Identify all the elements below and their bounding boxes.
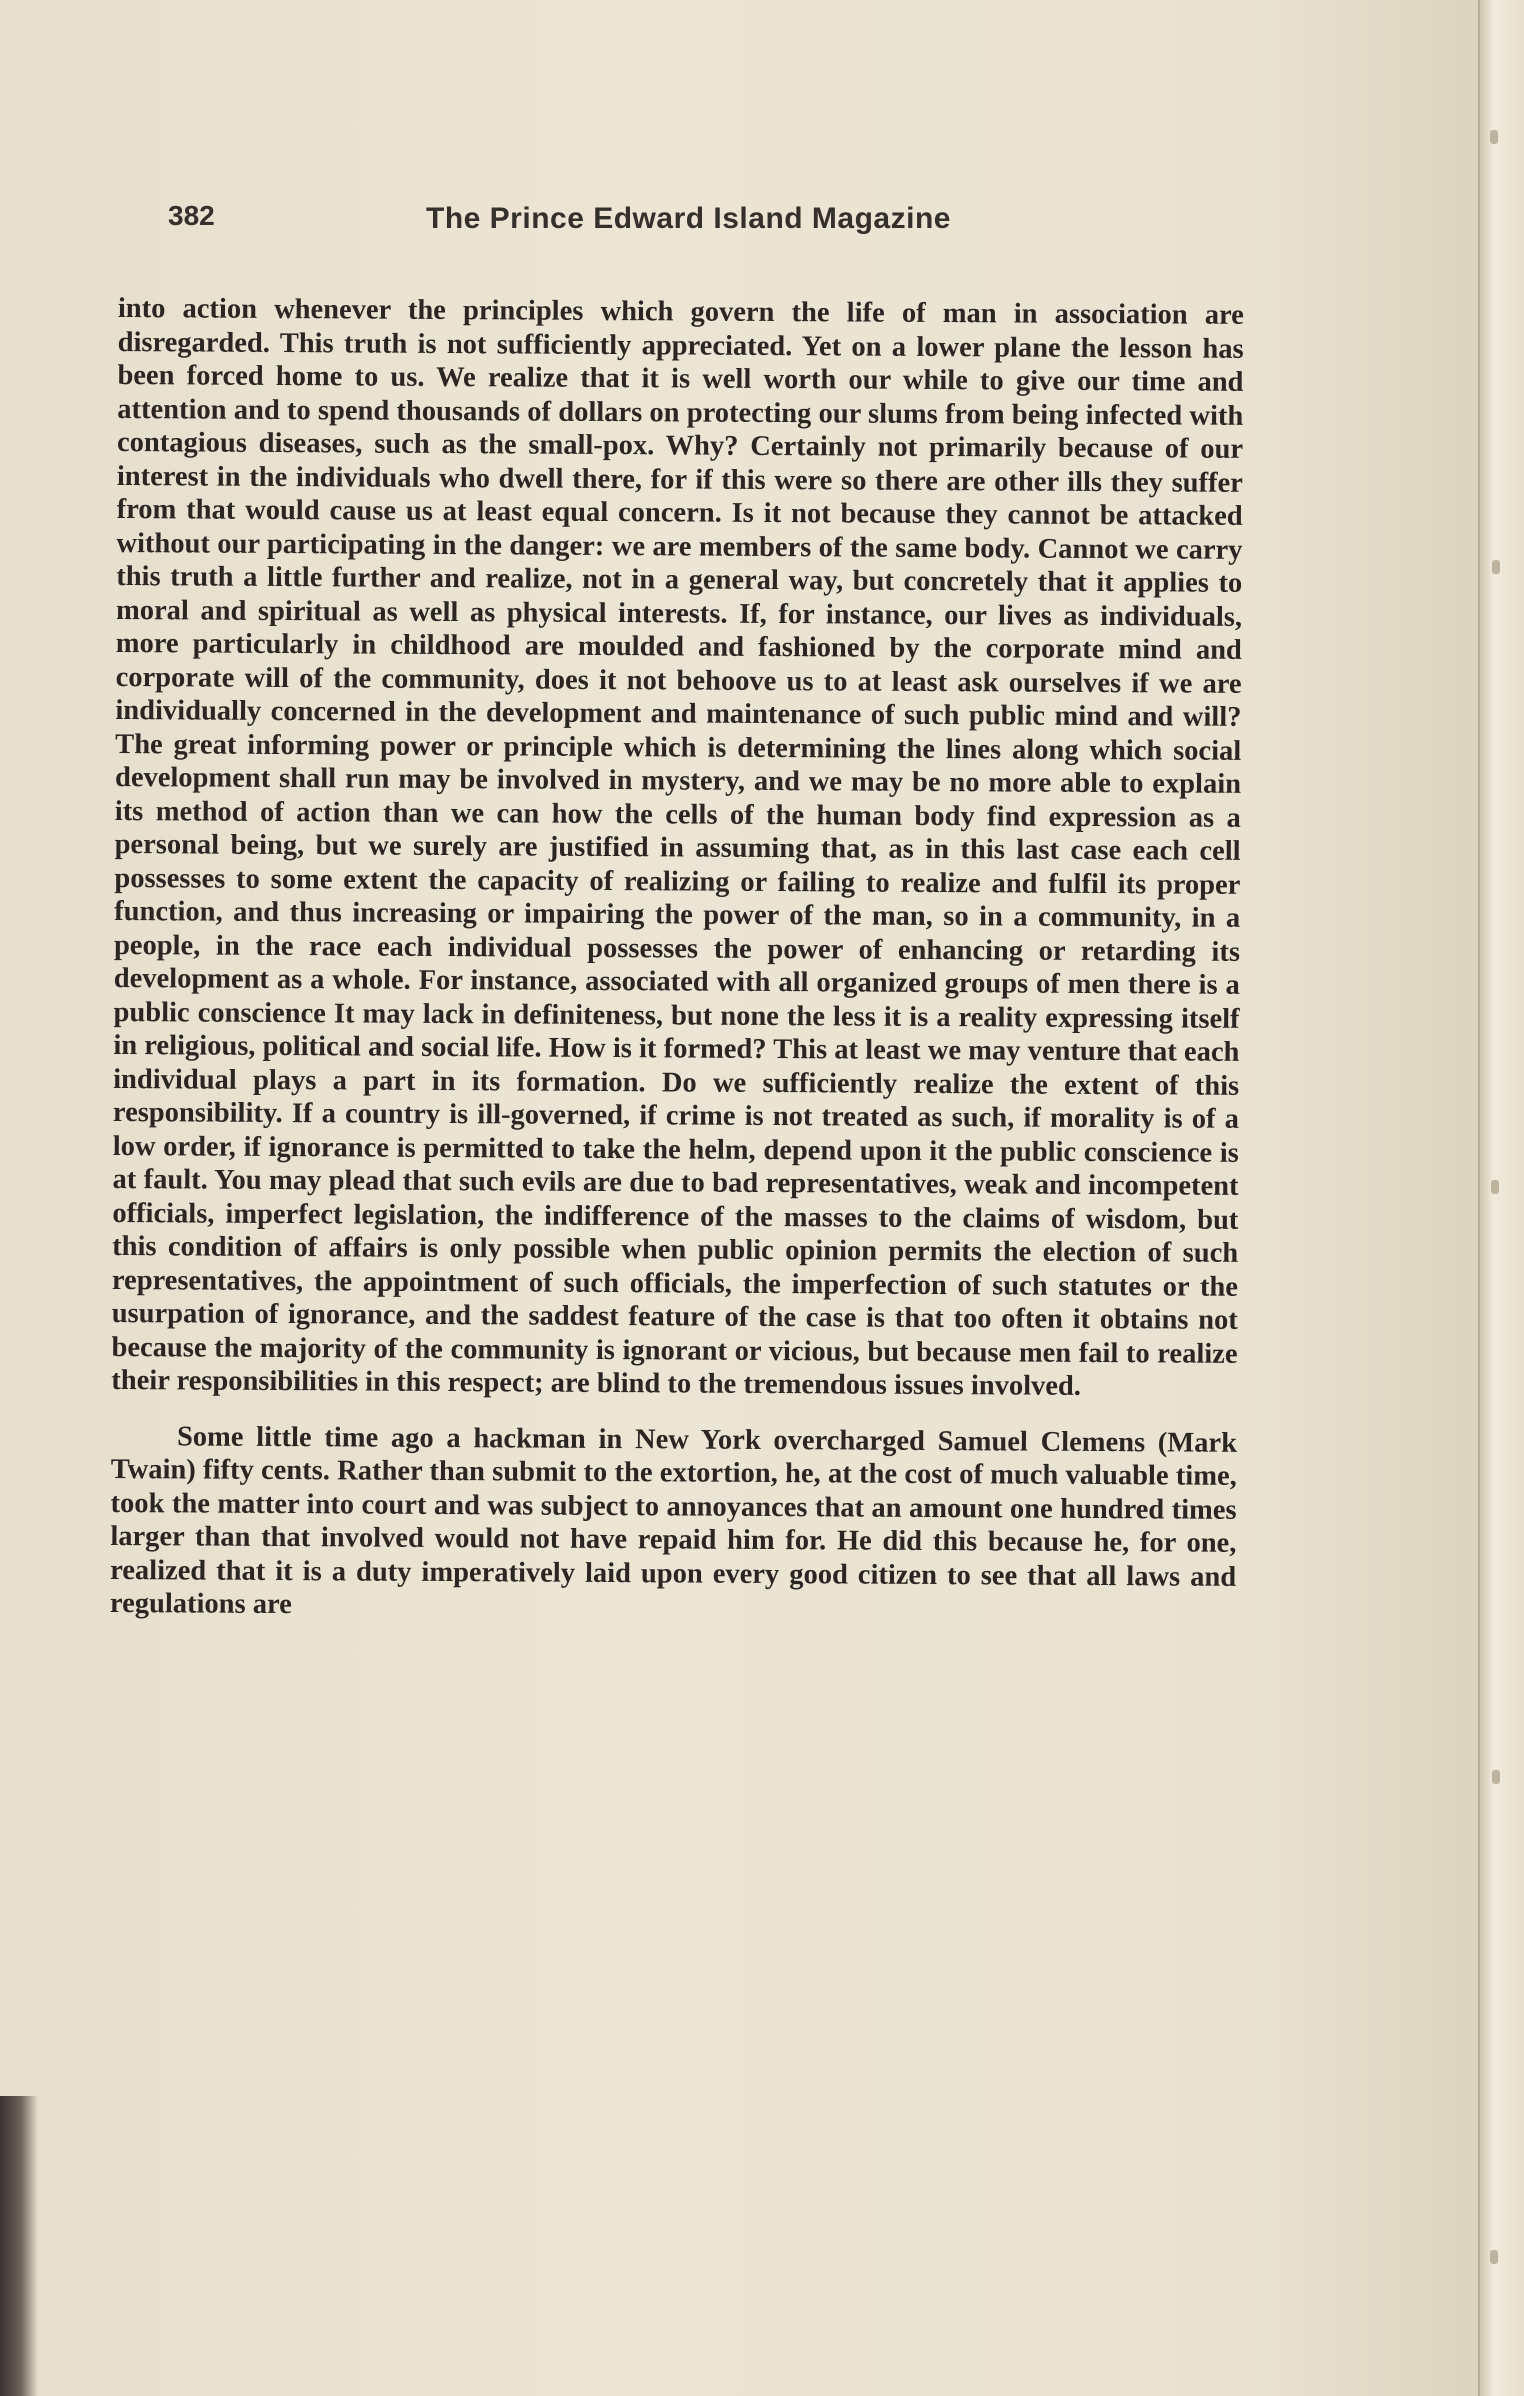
binding-stitch: [1490, 130, 1498, 144]
running-title: The Prince Edward Island Magazine: [426, 202, 951, 235]
paragraph: into action whenever the principles which govern the life of man in association are disregarded. This truth is not sufficiently appreciated. Yet on a lower plane the lesson has been forced home to us. We realize that it is well worth our while to give our time and attention and to spend thousands of dollars on protecting our slums from being infected with contagious diseases, such as the small-pox. Why? Certainly not primarily because of our interest in the individuals who dwell there, for if this were so there are other ills they suffer from that would cause us at least equal concern. Is it not because they cannot be attacked without our participating in the danger: we are members of the same body. Cannot we carry this truth a little further and realize, not in a general way, but concretely that it applies to moral and spiritual as well as physical interests. If, for instance, our lives as individuals, more particularly in childhood are moulded and fashioned by the corporate mind and corporate will of the community, does it not behoove us to at least ask ourselves if we are individually concerned in the development and maintenance of such public mind and will? The great informing power or principle which is determining the lines along which social development shall run may be involved in mystery, and we may be no more able to explain its method of action than we can how the cells of the human body find expression as a personal being, but we surely are justified in assuming that, as in this last case each cell possesses to some extent the capacity of realizing or failing to realize and fulfil its proper function, and thus increasing or impairing the power of the man, so in a community, in a people, in the race each individual possesses the power of enhancing or retarding its development as a whole. For instance, associated with all organized groups of men there is a public conscience It may lack in definiteness, but none the less it is a reality expressing itself in religious, political and social life. How is it formed? This at least we may venture that each individual plays a part in its formation. Do we sufficiently realize the extent of this responsibility. If a country is ill-governed, if crime is not treated as such, if morality is of a low order, if ignorance is permitted to take the helm, depend upon it the public conscience is at fault. You may plead that such evils are due to bad representatives, weak and incompetent officials, imperfect legislation, the indifference of the masses to the claims of wisdom, but this condition of affairs is only possible when public opinion permits the election of such representatives, the appointment of such officials, the imperfection of such statutes or the usurpation of ignorance, and the saddest feature of the case is that too often it obtains not because the majority of the community is ignorant or vicious, but because men fail to realize their responsibilities in this respect; are blind to the tremendous issues involved.: [111, 292, 1244, 1402]
binding-stitch: [1492, 1770, 1500, 1784]
binding-stitch: [1490, 2250, 1498, 2264]
paragraph: Some little time ago a hackman in New York overcharged Samuel Clemens (Mark Twain) fifty cents. Rather than submit to the extortion, he, at the cost of much valuable time, took the matter into court and was subject to annoyances that an amount one hundred times larger than that involved would not have repaid him for. He did this because he, for one, realized that it is a duty imperatively laid upon every good citizen to see that all laws and regulations are: [109, 1420, 1238, 1621]
page-binding-edge: [1478, 0, 1524, 2396]
binding-stitch: [1491, 1180, 1499, 1194]
article-body: [110, 292, 1244, 1627]
page-number: 382: [168, 200, 215, 231]
page-corner-shadow: [0, 2096, 38, 2396]
binding-stitch: [1492, 560, 1500, 574]
page-header: [168, 200, 1248, 250]
